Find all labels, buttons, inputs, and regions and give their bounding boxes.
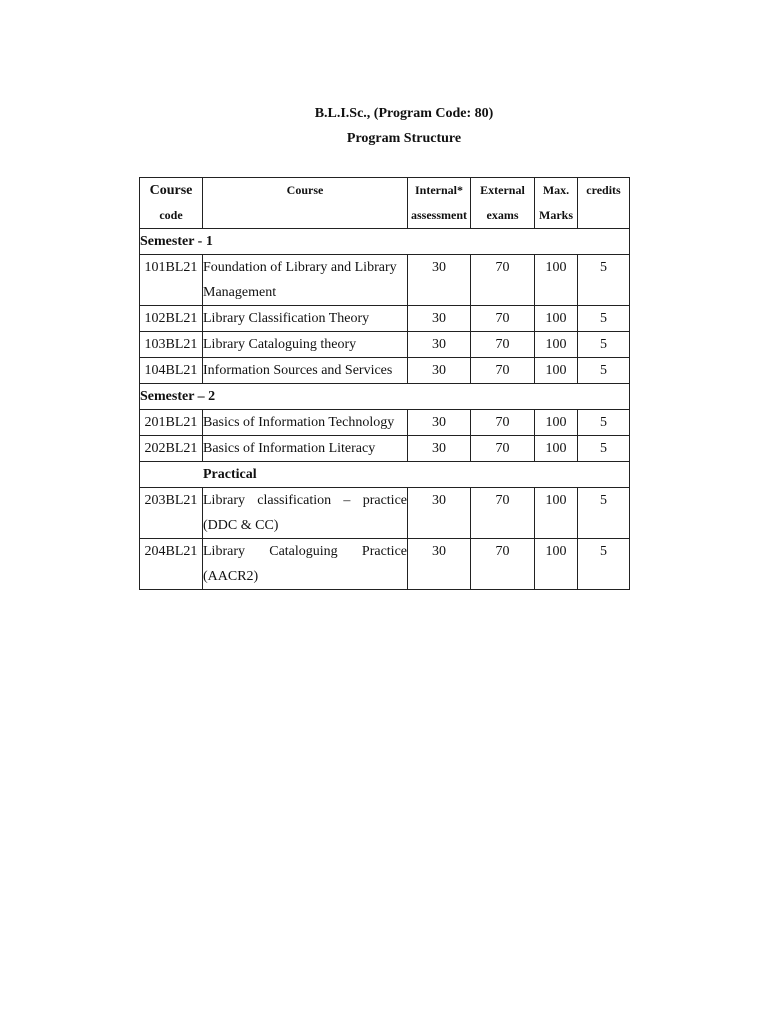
max-marks: 100 <box>535 436 578 462</box>
internal-marks: 30 <box>408 306 471 332</box>
header-max-line1: Max. <box>542 183 570 197</box>
header-max-marks <box>535 178 578 229</box>
credits: 5 <box>578 358 630 384</box>
table-row <box>140 436 630 462</box>
course-name: Basics of Information Literacy <box>203 436 408 462</box>
semester-row <box>140 384 630 410</box>
credits: 5 <box>578 488 630 539</box>
header-course-code <box>140 178 203 229</box>
header-course-code-line2: code <box>159 208 183 222</box>
header-external-line1: External <box>480 183 525 197</box>
course-code: 204BL21 <box>140 539 203 590</box>
credits: 5 <box>578 539 630 590</box>
credits: 5 <box>578 332 630 358</box>
course-code: 104BL21 <box>140 358 203 384</box>
external-marks: 70 <box>471 436 535 462</box>
max-marks: 100 <box>535 332 578 358</box>
document-subtitle: Program Structure <box>346 131 462 146</box>
internal-marks: 30 <box>408 255 471 306</box>
semester1-label: Semester - 1 <box>140 229 630 255</box>
header-internal-line2: assessment <box>411 208 467 222</box>
header-internal <box>408 178 471 229</box>
course-name: Basics of Information Technology <box>203 410 408 436</box>
internal-marks: 30 <box>408 358 471 384</box>
practical-label: Practical <box>140 462 630 488</box>
header-max-line2: Marks <box>539 208 573 222</box>
header-internal-line1: Internal* <box>415 183 463 197</box>
external-marks: 70 <box>471 306 535 332</box>
table-row <box>140 255 630 306</box>
course-name: Library Classification Theory <box>203 306 408 332</box>
course-name: Information Sources and Services <box>203 358 408 384</box>
external-marks: 70 <box>471 410 535 436</box>
credits: 5 <box>578 306 630 332</box>
header-external <box>471 178 535 229</box>
external-marks: 70 <box>471 332 535 358</box>
external-marks: 70 <box>471 488 535 539</box>
internal-marks: 30 <box>408 410 471 436</box>
course-code: 102BL21 <box>140 306 203 332</box>
external-marks: 70 <box>471 539 535 590</box>
internal-marks: 30 <box>408 539 471 590</box>
max-marks: 100 <box>535 488 578 539</box>
program-structure-table <box>139 177 630 590</box>
table-header-row <box>140 178 630 229</box>
course-code: 103BL21 <box>140 332 203 358</box>
internal-marks: 30 <box>408 436 471 462</box>
course-name: Library Cataloguing Practice (AACR2) <box>203 539 408 590</box>
max-marks: 100 <box>535 358 578 384</box>
max-marks: 100 <box>535 539 578 590</box>
table-row <box>140 332 630 358</box>
document-title: B.L.I.Sc., (Program Code: 80) <box>314 106 494 121</box>
table-row <box>140 488 630 539</box>
header-external-line2: exams <box>486 208 519 222</box>
course-code: 101BL21 <box>140 255 203 306</box>
practical-row <box>140 462 630 488</box>
table-row <box>140 358 630 384</box>
max-marks: 100 <box>535 410 578 436</box>
semester2-label: Semester – 2 <box>140 384 630 410</box>
external-marks: 70 <box>471 255 535 306</box>
table-row <box>140 306 630 332</box>
max-marks: 100 <box>535 255 578 306</box>
table-row <box>140 539 630 590</box>
external-marks: 70 <box>471 358 535 384</box>
course-code: 202BL21 <box>140 436 203 462</box>
semester-row <box>140 229 630 255</box>
course-code: 203BL21 <box>140 488 203 539</box>
course-name: Foundation of Library and Library Management <box>203 255 408 306</box>
credits: 5 <box>578 255 630 306</box>
header-course-code-line1: Course <box>149 183 193 198</box>
course-name: Library Cataloguing theory <box>203 332 408 358</box>
header-credits: credits <box>578 178 630 229</box>
course-code: 201BL21 <box>140 410 203 436</box>
max-marks: 100 <box>535 306 578 332</box>
internal-marks: 30 <box>408 488 471 539</box>
credits: 5 <box>578 436 630 462</box>
credits: 5 <box>578 410 630 436</box>
table-row <box>140 410 630 436</box>
internal-marks: 30 <box>408 332 471 358</box>
course-name: Library classification – practice (DDC & CC) <box>203 488 408 539</box>
header-course: Course <box>203 178 408 229</box>
